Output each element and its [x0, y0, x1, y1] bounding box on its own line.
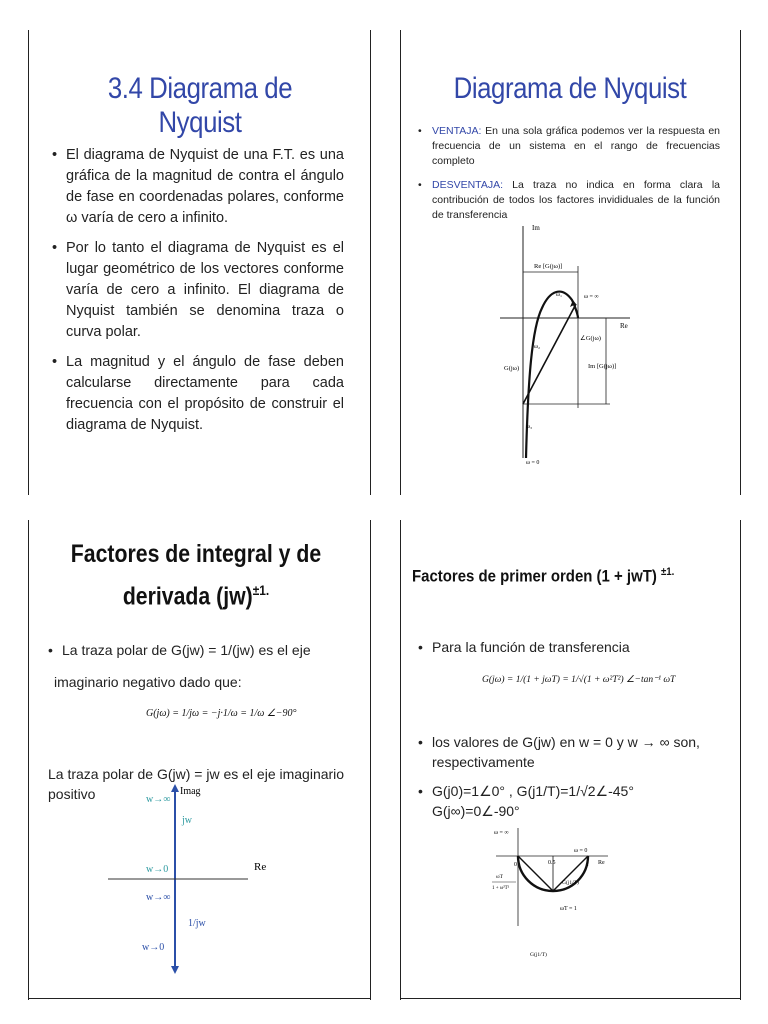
g-bot-label: G(j1/T) — [530, 952, 547, 958]
slide1-bullet-3: • La magnitud y el ángulo de fase deben calcularse directamente para cada frecuencia con el propósito de construir el diagrama de Nyquist. — [52, 352, 344, 436]
divider-right-bottom — [740, 520, 741, 1000]
im-axis-label: Im — [532, 224, 540, 232]
slide3-title-line1: Factores de integral y de — [70, 540, 322, 568]
slide3-title-line2-wrap — [60, 582, 332, 611]
first-order-polar-figure — [490, 826, 615, 966]
slide1-bullet-1: • El diagrama de Nyquist de una F.T. es una gráfica de la magnitud de contra el ángulo de fase en coordenadas polares, conforme ω varía de cero a infinito. — [52, 145, 344, 229]
divider-left-bottom — [28, 520, 29, 1000]
im-g-label: Im [G(jω)] — [588, 363, 617, 370]
slide2-bullet-ventaja — [418, 124, 720, 169]
wt1-label: ωT = 1 — [560, 906, 577, 912]
divider-center2-top — [400, 30, 401, 495]
w2-label: ω₂ — [534, 344, 541, 350]
nyquist-polar-figure — [490, 218, 640, 470]
w-inf-label: ω = ∞ — [494, 830, 509, 836]
slide4-bullet-1: • Para la función de transferencia — [418, 637, 718, 657]
jw-label: jw — [182, 815, 192, 826]
ventaja-text: En una sola gráfica podemos ver la respuesta en frecuencia de un sistema en el rango de frecuencias completo — [432, 125, 720, 167]
one-label: 1 — [586, 862, 589, 868]
divider-left-top — [28, 30, 29, 495]
g-top-label: G(j1/T) — [562, 880, 579, 886]
divider-center-bottom — [370, 520, 371, 1000]
side-den-label: 1 + ω²T² — [492, 886, 510, 891]
slide4-bullet-list-1 — [418, 637, 718, 666]
angle-label: ∠G(jω) — [580, 335, 601, 342]
w-inf-top-label: w→∞ — [146, 794, 171, 805]
w-zero-bot-label: w→0 — [142, 942, 165, 953]
slide3-bullet-1-line2: imaginario negativo dado que: — [54, 674, 242, 690]
re-label: Re — [598, 860, 605, 866]
slide4-title-sup: ±1. — [660, 566, 675, 578]
g-label: G(jω) — [504, 365, 520, 372]
desventaja-text: La traza no indica en forma clara la contribución de todos los factores invididuales de la función de transferencia — [432, 179, 720, 221]
divider-center-top — [370, 30, 371, 495]
integral-derivative-graph — [108, 780, 288, 978]
imag-label: Imag — [180, 786, 201, 797]
slide3-title-line2: derivada (jw) — [122, 582, 253, 611]
slide3-text2: La traza polar de G(jw) = jw es el eje imaginario positivo — [48, 766, 345, 802]
bottom-rule-left — [28, 998, 370, 999]
half-label: 0.5 — [548, 860, 556, 866]
w0-label: ω = 0 — [574, 848, 588, 854]
w-zero-mid-label: w→0 — [146, 864, 169, 875]
one-over-jw-label: 1/jw — [188, 918, 206, 929]
imag-axis-arrow-up — [171, 784, 179, 792]
slide3-title-sup: ±1. — [252, 582, 270, 598]
divider-right-top — [740, 30, 741, 495]
w-inf-label: ω = ∞ — [584, 294, 599, 300]
slide4-bullet-3: • G(j0)=1∠0° , G(j1/T)=1/√2∠-45° G(j∞)=0∠-90° — [418, 781, 718, 821]
ventaja-label: VENTAJA: — [432, 125, 482, 137]
slide2-title: Diagrama de Nyquist — [453, 72, 687, 105]
slide3-bullet-1 — [48, 640, 348, 660]
slide3-formula: G(jω) = 1/jω = −j·1/ω = 1/ω ∠−90° — [146, 708, 297, 719]
slide3-bullet-1-line1: La traza polar de G(jw) = 1/(jw) es el eje — [62, 642, 311, 658]
slide3-bullet-list — [48, 640, 348, 669]
slide4-bullet-2: • los valores de G(jw) en w = 0 y w → ∞ son, respectivamente — [418, 732, 718, 772]
w3-label: ω₃ — [526, 424, 533, 430]
slide1-bullet-2: • Por lo tanto el diagrama de Nyquist es el lugar geométrico de los vectores conforme varía de cero a infinito. El diagrama de Nyquist también se denomina traza o curva polar. — [52, 238, 344, 343]
re-label: Re — [254, 861, 267, 873]
slide1-bullet-list — [52, 145, 344, 445]
side-num-label: ωT — [496, 874, 503, 880]
slide4-title-wrap — [412, 566, 694, 587]
re-g-label: Re [G(jω)] — [534, 263, 563, 270]
slide2-bullet-list — [418, 124, 720, 232]
w-inf-mid-label: w→∞ — [146, 892, 171, 903]
desventaja-label: DESVENTAJA: — [432, 179, 503, 191]
divider-center2-bottom — [400, 520, 401, 1000]
slide4-formula: G(jω) = 1/(1 + jωT) = 1/√(1 + ω²T²) ∠−tan⁻¹ ωT — [482, 675, 676, 685]
slide2-bullet-desventaja — [418, 178, 720, 223]
slide1-title: 3.4 Diagrama de Nyquist — [107, 72, 293, 139]
slide4-title: Factores de primer orden (1 + jwT) — [412, 566, 661, 586]
w1-label: ω₁ — [556, 292, 563, 298]
re-axis-label: Re — [620, 322, 628, 330]
bottom-rule-right — [400, 998, 740, 999]
zero-label: 0 — [514, 862, 517, 868]
imag-axis-arrow-down — [171, 966, 179, 974]
w-zero-label: ω = 0 — [526, 460, 540, 466]
slide4-bullet-list-2 — [418, 732, 718, 830]
